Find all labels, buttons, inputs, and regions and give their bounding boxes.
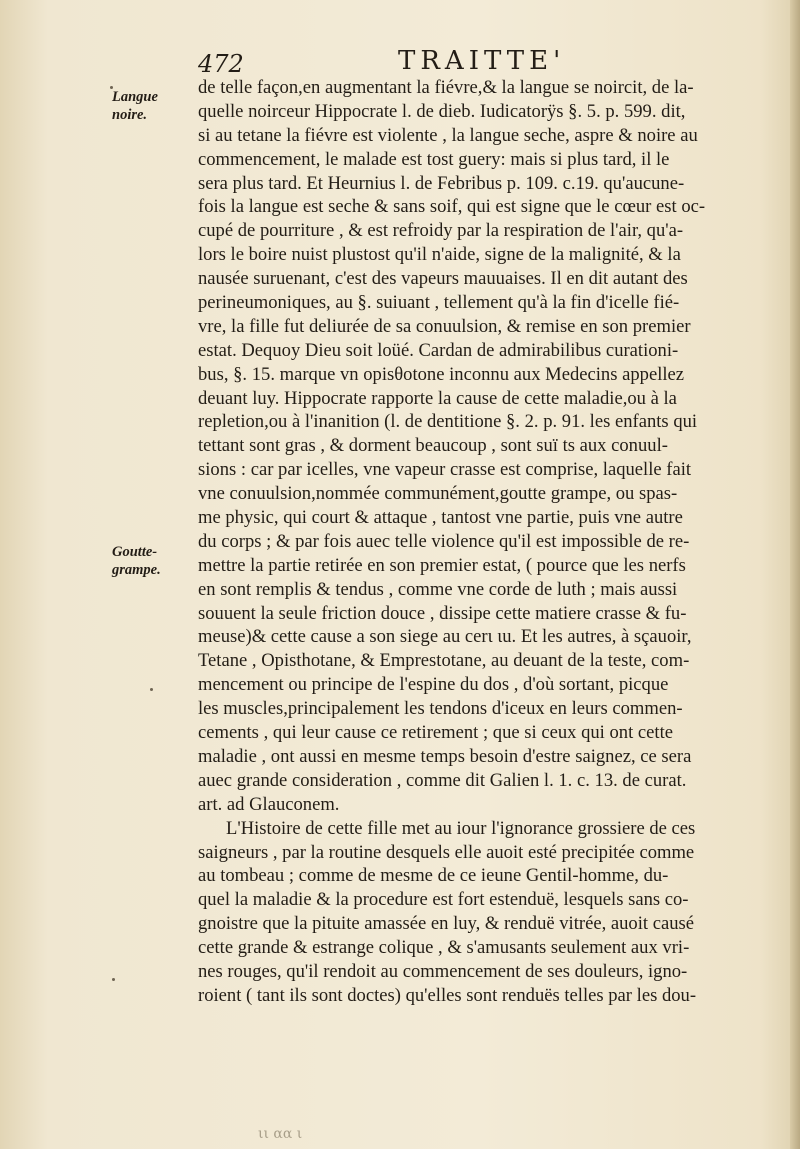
text-line: gnoistre que la pituite amassée en luy, & renduë vitrée, auoit causé (198, 913, 695, 935)
text-line: mettre la partie retirée en son premier estat, ( pource que les nerfs (198, 554, 686, 576)
text-line: nes rouges, qu'il rendoit au commencement de ses douleurs, igno- (198, 960, 688, 982)
text-line: Tetane , Opisthotane, & Emprestotane, au deuant de la teste, com- (198, 650, 690, 672)
text-line: meuse)& cette cause a son siege au cerι ιu. Et les autres, à sçauoir, (198, 626, 692, 648)
text-line: au tombeau ; comme de mesme de ce ieune Gentil-homme, du- (198, 865, 669, 887)
page-edge (790, 0, 800, 1149)
text-line: du corps ; & par fois auec telle violence qu'il est impossible de re- (198, 530, 690, 552)
margin-note-line: Langue (112, 89, 158, 105)
text-line: cupé de pourriture , & est refroidy par la respiration de l'air, qu'a- (198, 220, 684, 242)
text-line: mencement ou principe de l'espine du dos , d'où sortant, picque (198, 674, 669, 696)
text-line: sions : car par icelles, vne vapeur crasse est comprise, laquelle fait (198, 459, 692, 481)
text-line: art. ad Glauconem. (198, 793, 340, 815)
text-line: me physic, qui court & attaque , tantost vne partie, puis vne autre (198, 507, 683, 529)
text-line: lors le boire nuist plustost qu'il n'aide, signe de la malignité, & la (198, 244, 681, 266)
body-text (198, 76, 773, 1008)
text-line: souuent la seule friction douce , dissipe cette matiere crasse & fu- (198, 602, 687, 624)
text-line: tettant sont gras , & dorment beaucoup , sont suï ts aux conuul- (198, 435, 668, 457)
text-line: de telle façon,en augmentant la fiévre,& la langue se noircit, de la- (198, 77, 694, 98)
text-line: estat. Dequoy Dieu soit loüé. Cardan de admirabilibus curationi- (198, 339, 679, 361)
margin-note-line: grampe. (112, 562, 161, 578)
margin-note-langue-noire (112, 88, 192, 124)
text-line: deuant luy. Hippocrate rapporte la cause de cette maladie,ou à la (198, 387, 677, 409)
text-line: bus, §. 15. marque vn opisθotone inconnu aux Medecins appellez (198, 363, 685, 385)
text-line: nausée suruenant, c'est des vapeurs mauuaises. Il en dit autant des (198, 268, 688, 290)
text-line: saigneurs , par la routine desquels elle auoit esté precipitée comme (198, 841, 695, 863)
text-line: les muscles,principalement les tendons d'iceux en leurs commen- (198, 698, 683, 720)
footer-fragment: ιι αα ι (258, 1126, 303, 1142)
text-line: en sont remplis & tendus , comme vne corde de luth ; mais aussi (198, 578, 678, 600)
margin-note-line: noire. (112, 107, 148, 123)
text-line: perineumoniques, au §. suiuant , tellement qu'à la fin d'icelle fié- (198, 292, 680, 314)
text-line: L'Histoire de cette fille met au iour l'ignorance grossiere de ces (226, 817, 696, 839)
ink-speck (112, 978, 115, 981)
running-title: TRAITTE' (398, 46, 566, 76)
margin-note-goutte-grampe (112, 543, 192, 579)
text-line: quel la maladie & la procedure est fort estenduë, lesquels sans co- (198, 889, 689, 911)
page-header (198, 44, 778, 78)
text-line: cements , qui leur cause ce retirement ; que si ceux qui ont cette (198, 722, 673, 744)
text-line: cette grande & estrange colique , & s'amusants seulement aux vri- (198, 937, 690, 959)
text-line: vne conuulsion,nommée communément,goutte grampe, ou spas- (198, 483, 678, 505)
text-line: fois la langue est seche & sans soif, qui est signe que le cœur est oc- (198, 196, 706, 218)
text-line: commencement, le malade est tost guery: mais si plus tard, il le (198, 148, 670, 170)
ink-speck (150, 688, 153, 691)
text-line: sera plus tard. Et Heurnius l. de Febribus p. 109. c.19. qu'aucune- (198, 172, 685, 194)
text-line: auec grande consideration , comme dit Galien l. 1. c. 13. de curat. (198, 769, 687, 791)
text-line: maladie , ont aussi en mesme temps besoin d'estre saignez, ce sera (198, 745, 692, 767)
text-line: si au tetane la fiévre est violente , la langue seche, aspre & noire au (198, 124, 698, 146)
ink-speck (110, 86, 113, 89)
text-line: roient ( tant ils sont doctes) qu'elles sont renduës telles par les dou- (198, 984, 697, 1006)
page-number: 472 (198, 50, 244, 78)
margin-note-line: Goutte- (112, 544, 158, 560)
text-line: vre, la fille fut deliurée de sa conuulsion, & remise en son premier (198, 315, 691, 337)
text-line: repletion,ou à l'inanition (l. de dentitione §. 2. p. 91. les enfants qui (198, 411, 698, 433)
text-line: quelle noirceur Hippocrate l. de dieb. Iudicatorÿs §. 5. p. 599. dit, (198, 100, 686, 122)
